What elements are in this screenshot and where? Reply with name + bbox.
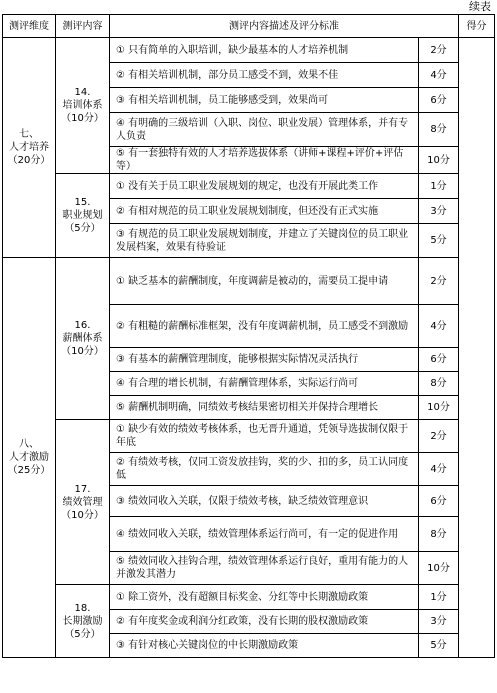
criterion-description: [110, 453, 419, 486]
content-label-line: （5分）: [64, 223, 101, 234]
criterion-score: 10分: [419, 396, 459, 420]
criterion-text: ② 有相关培训机制，部分员工感受不到，效果不佳: [116, 69, 339, 81]
criterion-score: 10分: [419, 147, 459, 174]
criterion-score: 1分: [419, 585, 459, 610]
criterion-description: [110, 420, 419, 453]
dimension-label-line: 八、: [19, 439, 39, 450]
criterion-text: ① 除工资外，没有超额目标奖金、分红等中长期激励政策: [116, 591, 369, 603]
content-label-line: 14.: [74, 87, 91, 98]
criterion-description: [110, 88, 419, 113]
criterion-score: 8分: [419, 372, 459, 396]
content-label-line: 16.: [74, 320, 91, 331]
content-cell: [56, 38, 110, 174]
table-row: [3, 258, 495, 305]
criterion-description: [110, 38, 419, 63]
criterion-description: [110, 258, 419, 305]
criterion-text: ① 缺乏基本的薪酬制度，年度调薪是被动的，需要员工提申请: [116, 275, 389, 287]
criterion-score: 6分: [419, 348, 459, 372]
criterion-description: [110, 113, 419, 147]
table-row: [3, 585, 495, 610]
content-cell: [56, 258, 110, 420]
criterion-score: 2分: [419, 38, 459, 63]
criterion-text: ⑤ 有一套独特有效的人才培养选拔体系（讲师+课程+评价+评估等）: [116, 148, 404, 172]
criterion-score: 2分: [419, 258, 459, 305]
content-label-line: 15.: [74, 197, 91, 208]
criterion-description: [110, 224, 419, 258]
criterion-score: 3分: [419, 199, 459, 224]
obtained-score-cell[interactable]: [459, 38, 495, 658]
table-caption: 续表: [469, 0, 491, 13]
table-row: [3, 38, 495, 63]
content-cell: [56, 420, 110, 585]
header-score: 得分: [459, 15, 495, 38]
dimension-label-line: （20分）: [7, 155, 51, 166]
criterion-score: 6分: [419, 486, 459, 517]
criterion-description: [110, 634, 419, 658]
dimension-cell: [3, 38, 56, 258]
criterion-score: 5分: [419, 634, 459, 658]
criterion-score: 10分: [419, 552, 459, 585]
criterion-text: ③ 有规范的员工职业发展规划制度，并建立了关键岗位的员工职业发展档案，效果有待验证: [116, 228, 409, 253]
content-label-line: 17.: [74, 483, 91, 495]
criterion-description: [110, 585, 419, 610]
table-row: [3, 174, 495, 199]
criterion-text: ① 只有简单的入职培训，缺少最基本的人才培养机制: [116, 44, 349, 56]
criterion-description: [110, 305, 419, 348]
criterion-text: ③ 有针对核心关键岗位的中长期激励政策: [116, 640, 299, 651]
content-label-line: （5分）: [64, 628, 101, 640]
criterion-score: 5分: [419, 224, 459, 258]
criterion-description: [110, 372, 419, 396]
header-content: 测评内容: [56, 15, 110, 38]
content-cell: [56, 585, 110, 658]
criterion-description: [110, 486, 419, 517]
criterion-text: ④ 有明确的三级培训（入职、岗位、职业发展）管理体系，并有专人负责: [116, 117, 409, 142]
criterion-text: ① 缺少有效的绩效考核体系，也无晋升通道，凭领导选拔制仅限于年底: [116, 424, 409, 448]
criterion-text: ② 有粗糙的薪酬标准框架，没有年度调薪机制，员工感受不到激励: [116, 320, 409, 332]
dimension-label-line: 人才激励: [9, 452, 49, 463]
criterion-text: ③ 绩效同收入关联，仅限于绩效考核，缺乏绩效管理意识: [116, 495, 369, 507]
criterion-score: 3分: [419, 610, 459, 634]
content-label-line: 绩效管理: [62, 496, 103, 508]
criterion-text: ③ 有相关培训机制，员工能够感受到，效果尚可: [116, 94, 329, 106]
dimension-cell: [3, 258, 56, 658]
criterion-text: ② 有相对规范的员工职业发展规划制度，但还没有正式实施: [116, 205, 379, 217]
criterion-description: [110, 63, 419, 88]
header-dimension: 测评维度: [3, 15, 56, 38]
dimension-label-line: （25分）: [7, 465, 51, 476]
criterion-score: 2分: [419, 420, 459, 453]
criterion-description: [110, 396, 419, 420]
table-body: [3, 38, 495, 658]
header-description: 测评内容描述及评分标准: [110, 15, 459, 38]
content-label-line: 18.: [74, 602, 91, 614]
content-label-line: 培训体系: [62, 100, 103, 111]
criterion-text: ② 有年度奖金或利润分红政策，没有长期的股权激励政策: [116, 616, 369, 627]
criterion-score: 6分: [419, 88, 459, 113]
content-label-line: （10分）: [61, 346, 104, 357]
table-row: [3, 420, 495, 453]
criterion-score: 4分: [419, 305, 459, 348]
criterion-text: ④ 绩效同收入关联，绩效管理体系运行尚可，有一定的促进作用: [116, 528, 399, 540]
criterion-text: ① 没有关于员工职业发展规划的规定，也没有开展此类工作: [116, 180, 379, 192]
content-label-line: （10分）: [61, 509, 104, 521]
content-label-line: 薪酬体系: [62, 333, 103, 344]
criterion-text: ⑤ 薪酬机制明确，同绩效考核结果密切相关并保持合理增长: [116, 402, 379, 413]
criterion-description: [110, 174, 419, 199]
criterion-description: [110, 552, 419, 585]
criterion-score: 4分: [419, 63, 459, 88]
criterion-text: ② 有绩效考核，仅同工资发放挂钩，奖的少、扣的多，员工认同度低: [116, 457, 409, 481]
criterion-score: 4分: [419, 453, 459, 486]
criterion-score: 8分: [419, 113, 459, 147]
criterion-score: 8分: [419, 517, 459, 552]
criterion-description: [110, 610, 419, 634]
criterion-description: [110, 348, 419, 372]
evaluation-table: [2, 14, 495, 658]
header-row: [3, 15, 495, 38]
criterion-description: [110, 517, 419, 552]
criterion-score: 1分: [419, 174, 459, 199]
criterion-description: [110, 147, 419, 174]
criterion-text: ⑤ 绩效同收入挂钩合理，绩效管理体系运行良好，重用有能力的人并激发其潜力: [116, 556, 409, 580]
content-cell: [56, 174, 110, 258]
content-label-line: 长期激励: [62, 615, 103, 627]
content-label-line: （10分）: [61, 113, 104, 124]
dimension-label-line: 人才培养: [9, 142, 49, 153]
criterion-description: [110, 199, 419, 224]
dimension-label-line: 七、: [19, 129, 39, 140]
criterion-text: ③ 有基本的薪酬管理制度，能够根据实际情况灵活执行: [116, 354, 359, 365]
criterion-text: ④ 有合理的增长机制，有薪酬管理体系，实际运行尚可: [116, 378, 359, 389]
content-label-line: 职业规划: [62, 210, 103, 221]
